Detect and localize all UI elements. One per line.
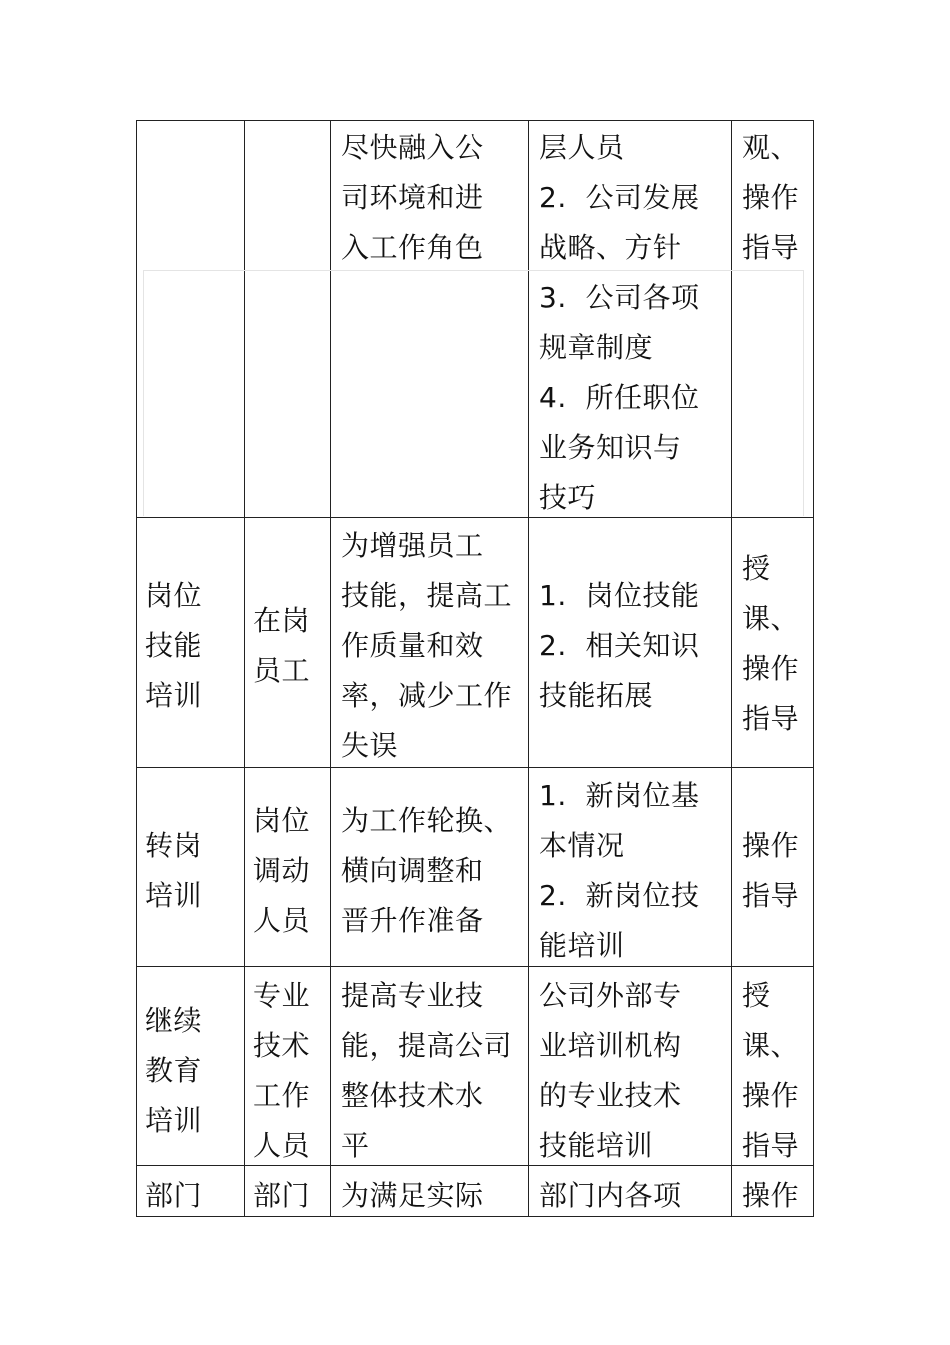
content-cell: 层人员 2. 公司发展 战略、方针 3. 公司各项 规章制度 4. 所任职位 业务知识与 技巧 xyxy=(539,131,700,514)
purpose-cell: 提高专业技 能，提高公司 整体技术水 平 xyxy=(341,979,513,1162)
training-table xyxy=(136,120,814,1217)
type-cell: 部门 xyxy=(145,1179,203,1212)
content-cell: 部门内各项 xyxy=(539,1179,682,1212)
target-cell: 部门 xyxy=(253,1179,311,1212)
type-cell: 岗位 技能 培训 xyxy=(145,579,203,712)
content-cell: 1. 岗位技能 2. 相关知识 技能拓展 xyxy=(539,579,700,712)
method-cell: 授 课、 操作 指导 xyxy=(742,979,800,1162)
row-divider xyxy=(137,517,813,518)
target-cell: 专业 技术 工作 人员 xyxy=(253,979,311,1162)
purpose-cell: 为工作轮换、 横向调整和 晋升作准备 xyxy=(341,804,513,937)
target-cell: 在岗 员工 xyxy=(253,604,311,687)
method-cell: 操作 指导 xyxy=(742,829,800,912)
page-break-line xyxy=(803,270,804,516)
row-divider xyxy=(137,966,813,967)
purpose-cell: 为增强员工 技能，提高工 作质量和效 率，减少工作 失误 xyxy=(341,529,513,762)
type-cell: 转岗 培训 xyxy=(145,829,203,912)
method-cell: 操作 xyxy=(742,1179,800,1212)
column-divider xyxy=(528,121,529,1216)
column-divider xyxy=(731,121,732,1216)
type-cell: 继续 教育 培训 xyxy=(145,1004,203,1137)
purpose-cell: 为满足实际 xyxy=(341,1179,484,1212)
purpose-cell: 尽快融入公 司环境和进 入工作角色 xyxy=(341,131,484,264)
target-cell: 岗位 调动 人员 xyxy=(253,804,311,937)
method-cell: 观、 操作 指导 xyxy=(742,131,800,264)
column-divider xyxy=(244,121,245,1216)
content-cell: 1. 新岗位基 本情况 2. 新岗位技 能培训 xyxy=(539,779,700,962)
column-divider xyxy=(330,121,331,1216)
content-cell: 公司外部专 业培训机构 的专业技术 技能培训 xyxy=(539,979,682,1162)
page-break-line xyxy=(143,270,144,516)
method-cell: 授 课、 操作 指导 xyxy=(742,552,800,735)
